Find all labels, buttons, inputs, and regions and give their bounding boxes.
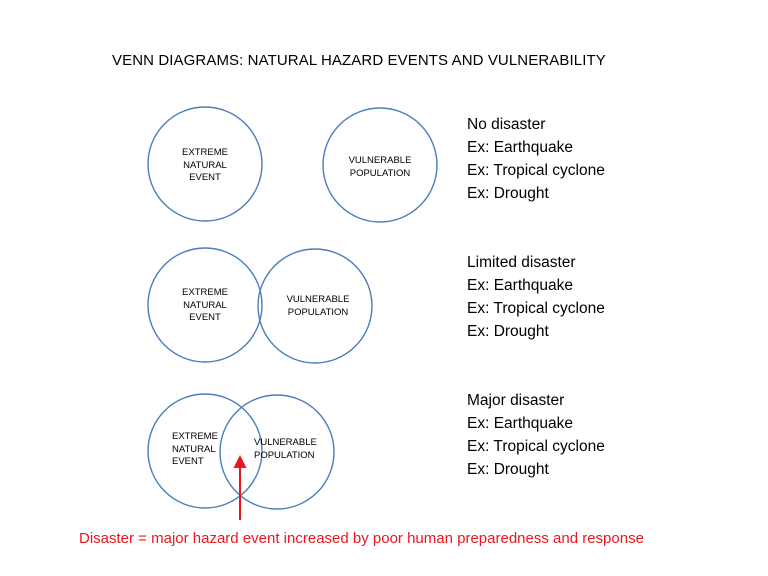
extreme-natural-event-label-row2 xyxy=(170,287,240,325)
event-label-line: EXTREME xyxy=(172,431,218,442)
example-item: Ex: Tropical cyclone xyxy=(467,300,605,317)
example-item: Ex: Earthquake xyxy=(467,277,573,294)
event-label-line: NATURAL xyxy=(183,299,227,311)
example-item: Ex: Earthquake xyxy=(467,415,573,432)
population-label-line: VULNERABLE xyxy=(286,294,350,305)
overlap-arrow-head xyxy=(234,455,247,468)
event-label-line: EXTREME xyxy=(182,147,228,158)
population-label-line: POPULATION xyxy=(287,306,349,318)
event-label-line: NATURAL xyxy=(172,443,216,455)
vulnerable-population-label-row3 xyxy=(254,437,317,462)
overlap-arrow xyxy=(234,455,247,520)
event-label-line: EVENT xyxy=(189,312,221,323)
outcome-block-limited-disaster xyxy=(467,251,605,343)
event-label-line: EVENT xyxy=(189,172,221,183)
extreme-natural-event-label-row1 xyxy=(170,147,240,185)
outcome-heading: No disaster xyxy=(467,116,546,133)
outcome-block-major-disaster xyxy=(467,389,605,481)
example-item: Ex: Tropical cyclone xyxy=(467,162,605,179)
population-label-line: POPULATION xyxy=(254,449,315,461)
event-label-line: EXTREME xyxy=(182,287,228,298)
vulnerable-population-label-row2 xyxy=(278,294,358,319)
outcome-heading: Major disaster xyxy=(467,392,565,409)
example-item: Ex: Drought xyxy=(467,323,549,340)
event-label-line: EVENT xyxy=(172,456,204,467)
population-label-line: VULNERABLE xyxy=(254,437,317,448)
population-label-line: VULNERABLE xyxy=(348,155,412,166)
outcome-block-no-disaster xyxy=(467,113,605,205)
example-item: Ex: Drought xyxy=(467,185,549,202)
example-item: Ex: Tropical cyclone xyxy=(467,438,605,455)
vulnerable-population-label-row1 xyxy=(340,155,420,180)
extreme-natural-event-label-row3 xyxy=(172,431,218,469)
example-item: Ex: Earthquake xyxy=(467,139,573,156)
disaster-definition-caption: Disaster = major hazard event increased by poor human preparedness and response xyxy=(79,530,644,547)
page-title: VENN DIAGRAMS: NATURAL HAZARD EVENTS AND VULNERABILITY xyxy=(112,52,606,69)
outcome-heading: Limited disaster xyxy=(467,254,576,271)
example-item: Ex: Drought xyxy=(467,461,549,478)
event-label-line: NATURAL xyxy=(183,159,227,171)
population-label-line: POPULATION xyxy=(349,167,411,179)
